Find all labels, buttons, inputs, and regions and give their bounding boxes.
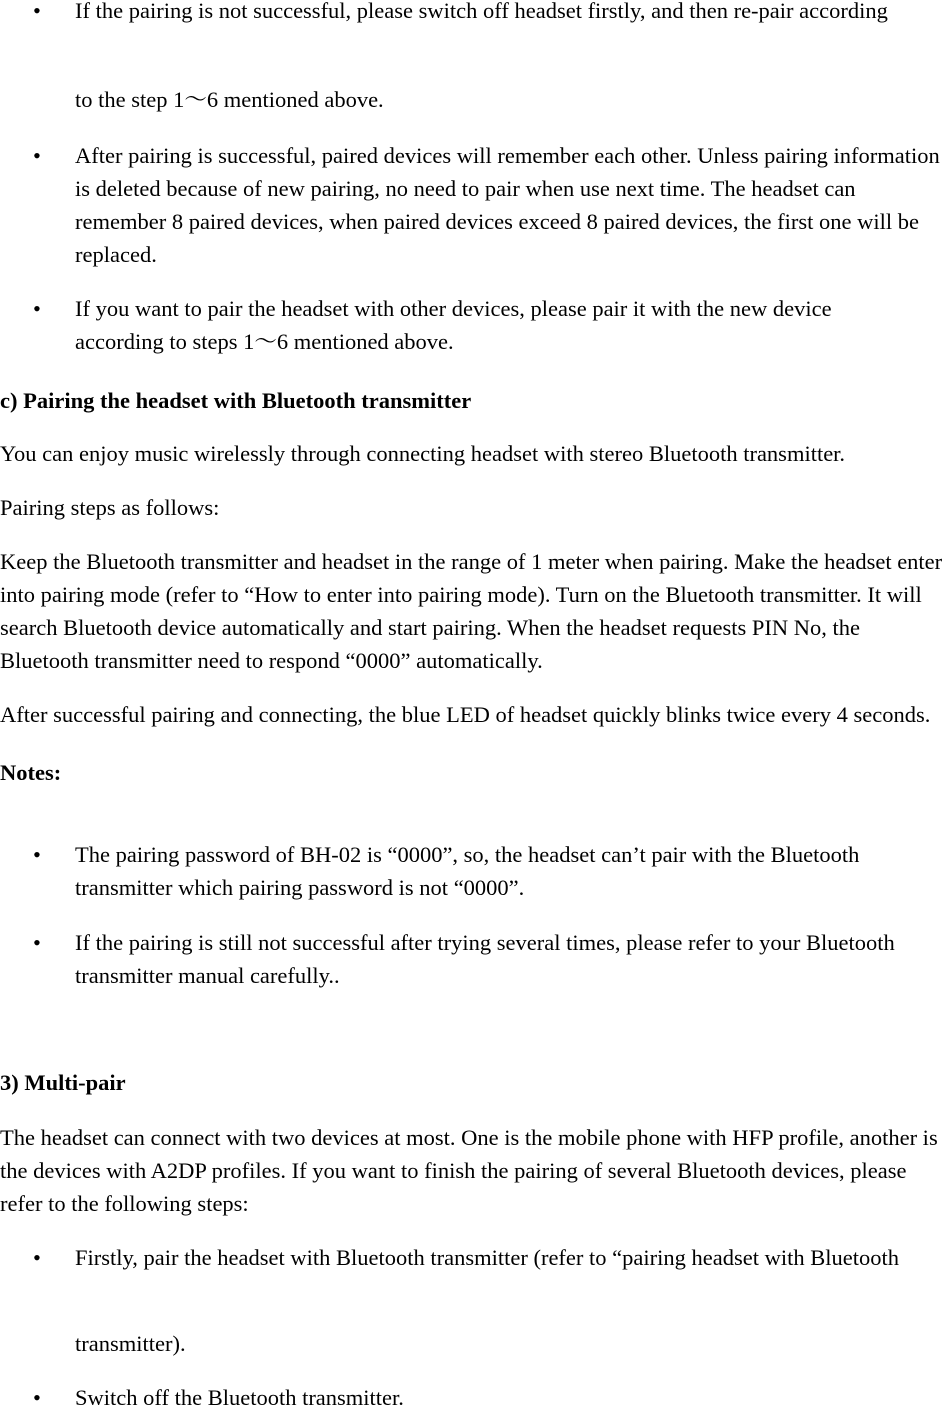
paragraph-steps-label: Pairing steps as follows: [0,495,220,520]
paragraph-intro: You can enjoy music wirelessly through connecting headset with stereo Bluetooth transmitter. [0,441,846,466]
bullet-text: Firstly, pair the headset with Bluetooth transmitter (refer to “pairing headset with Bluetooth [75,1245,899,1270]
bullet-marker: • [33,842,41,867]
bullet-marker: • [33,0,41,23]
notes-heading: Notes: [0,760,62,785]
paragraph-pairing-steps: Keep the Bluetooth transmitter and headset in the range of 1 meter when pairing. Make the headset enter into pairing mode (refer to “How to enter into pairing mode). Turn on the Bluetooth transmitter. It will search Bluetooth device automatically and start pairing. When the headset requests PIN No, the Bluetooth transmitter need to respond “0000” automatically. [0,549,943,673]
bullet-text: If the pairing is still not successful after trying several times, please refer to your Bluetooth transmitter manual carefully.. [75,930,895,988]
bullet-continuation: transmitter). [75,1331,186,1356]
bullet-text: If you want to pair the headset with other devices, please pair it with the new device according to steps 1～6 mentioned above. [75,296,832,354]
bullet-marker: • [33,930,41,955]
section-heading-multipair: 3) Multi-pair [0,1070,126,1095]
bullet-marker: • [33,1385,41,1410]
bullet-continuation: to the step 1～6 mentioned above. [75,87,384,112]
paragraph-led: After successful pairing and connecting, the blue LED of headset quickly blinks twice every 4 seconds. [0,702,931,727]
bullet-marker: • [33,1245,41,1270]
bullet-text: If the pairing is not successful, please switch off headset firstly, and then re-pair according [75,0,888,23]
paragraph-multipair: The headset can connect with two devices at most. One is the mobile phone with HFP profile, another is the devices with A2DP profiles. If you want to finish the pairing of several Bluetooth devices, please refer to the following steps: [0,1125,938,1216]
bullet-marker: • [33,143,41,168]
section-heading-transmitter: c) Pairing the headset with Bluetooth transmitter [0,388,472,413]
bullet-text: The pairing password of BH-02 is “0000”, so, the headset can’t pair with the Bluetooth transmitter which pairing password is not “0000”. [75,842,860,900]
bullet-text: Switch off the Bluetooth transmitter. [75,1385,404,1410]
bullet-text: After pairing is successful, paired devices will remember each other. Unless pairing information is deleted because of new pairing, no need to pair when use next time. The headset can remember 8 paired devices, when paired devices exceed 8 paired devices, the first one will be replaced. [75,143,940,267]
bullet-marker: • [33,296,41,321]
